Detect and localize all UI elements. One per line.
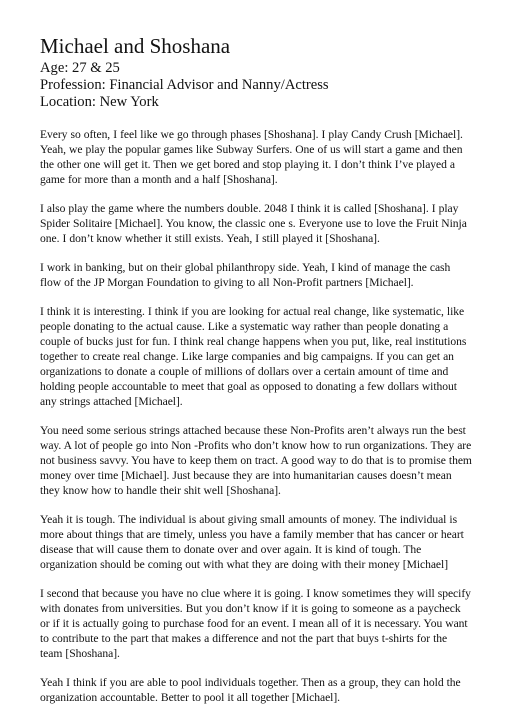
interview-body bbox=[40, 127, 472, 705]
profession-line: Profession: Financial Advisor and Nanny/Actress bbox=[40, 77, 329, 93]
paragraph: Yeah I think if you are able to pool individuals together. Then as a group, they can hold the organization accountable. Better to pool it all together [Michael]. bbox=[40, 676, 461, 704]
location-line: Location: New York bbox=[40, 94, 159, 110]
paragraph: Every so often, I feel like we go through phases [Shoshana]. I play Candy Crush [Michael]. Yeah, we play the popular games like Subway Surfers. One of us will start a game and then the other one will get it. Then we get bored and stop playing it. I don’t think I’ve played a game for more than a month and a half [Shoshana]. bbox=[40, 128, 463, 186]
paragraph: I also play the game where the numbers double. 2048 I think it is called [Shoshana]. I play Spider Solitaire [Michael]. You know, the classic one s. Everyone use to love the Fruit Ninja one. I don’t know whether it still exists. Yeah, I still played it [Shoshana]. bbox=[40, 202, 467, 245]
profile-meta bbox=[40, 60, 472, 111]
page-title: Michael and Shoshana bbox=[40, 34, 231, 58]
paragraph: You need some serious strings attached because these Non-Profits aren’t always run the best way. A lot of people go into Non -Profits who don’t know how to run organizations. They are not business savvy. You have to keep them on tract. A good way to do that is to promise them money over time [Michael]. Just because they are into humanitarian causes doesn’t mean they know how to handle their shit well [Shoshana]. bbox=[40, 424, 472, 497]
age-line: Age: 27 & 25 bbox=[40, 60, 120, 76]
paragraph: I work in banking, but on their global philanthropy side. Yeah, I kind of manage the cash flow of the JP Morgan Foundation to giving to all Non-Profit partners [Michael]. bbox=[40, 261, 451, 289]
paragraph: I second that because you have no clue where it is going. I know sometimes they will specify with donates from universities. But you don’t know if it is going to someone as a paycheck or if it is actually going to purchase food for an event. I mean all of it is necessary. You want to contribute to the part that makes a difference and not the part that buys t-shirts for the team [Shoshana]. bbox=[40, 587, 471, 660]
paragraph: I think it is interesting. I think if you are looking for actual real change, like systematic, like people donating to the actual cause. Like a systematic way rather than people donating a couple of bucks just for fun. I think real change happens when you put, like, real institutions together to create real change. Like large companies and big campaigns. If you can get an organizations to donate a couple of millions of dollars over a certain amount of time and holding people accountable to meet that goal as opposed to donating a few dollars without any strings attached [Michael]. bbox=[40, 305, 467, 408]
paragraph: Yeah it is tough. The individual is about giving small amounts of money. The individual is more about things that are timely, unless you have a family member that has cancer or heart disease that will cause them to donate over and over again. It is kind of tough. The organization should be coming out with what they are doing with their money [Michael] bbox=[40, 513, 464, 571]
